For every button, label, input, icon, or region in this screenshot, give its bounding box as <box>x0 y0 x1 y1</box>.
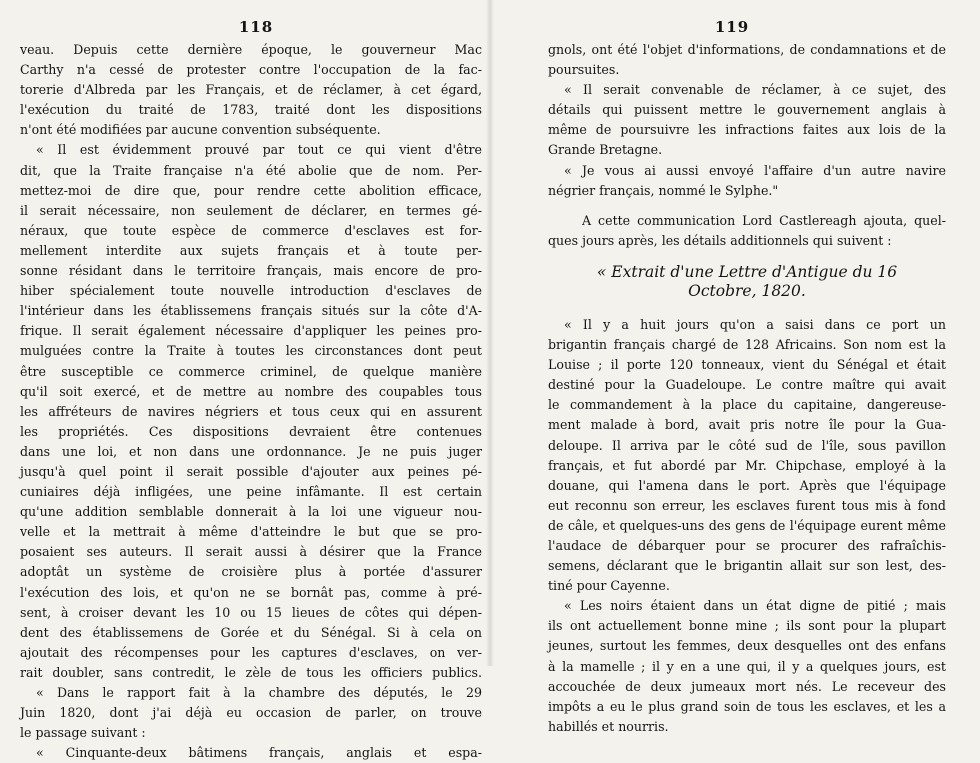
text-line: A cette communication Lord Castlereagh ajouta, quel- <box>582 212 946 228</box>
text-line: ques jours après, les détails additionnels qui suivent : <box>548 232 892 248</box>
text-line: « Dans le rapport fait à la chambre des députés, le 29 <box>36 685 482 700</box>
paragraph-gap <box>548 201 946 209</box>
text-line: jeunes, surtout les femmes, deux desquelles ont des enfans <box>548 638 946 654</box>
text-line: douane, qui l'amena dans le port. Après que l'équipage <box>548 477 946 493</box>
text-line: mellement interdite aux sujets français et à toute per- <box>20 242 482 258</box>
text-line: ment malade à bord, avait pris notre île pour la Gua- <box>548 417 946 433</box>
text-line: gnols, ont été l'objet d'informations, de condamnations et de <box>548 42 946 57</box>
left-page-text <box>20 40 482 763</box>
text-line: Juin 1820, dont j'ai déjà eu occasion de parler, on trouve <box>20 705 482 721</box>
text-line: il serait nécessaire, non seulement de déclarer, en termes gé- <box>20 202 482 218</box>
text-line: à la mamelle ; il y en a une qui, il y a quelques jours, est <box>548 658 946 674</box>
right-page-intro <box>548 211 946 251</box>
text-line: accouchée de deux jumeaux mort nés. Le receveur des <box>548 678 946 694</box>
section-heading-line: « Extrait d'une Lettre d'Antigue du 16 <box>596 262 898 281</box>
text-line: torerie d'Albreda par les Français, et de réclamer, à cet égard, <box>20 82 482 98</box>
text-line: semens, déclarant que le brigantin allait sur son lest, des- <box>548 558 946 574</box>
text-line: dans une loi, et non dans une ordonnance. Je ne puis juger <box>20 443 482 459</box>
text-line: « Les noirs étaient dans un état digne de pitié ; mais <box>564 598 946 614</box>
text-line: détails qui puissent mettre le gouvernement anglais à <box>548 102 946 118</box>
text-line: négrier français, nommé le Sylphe." <box>548 182 779 198</box>
text-line: Carthy n'a cessé de protester contre l'occupation de la fac- <box>20 62 482 78</box>
text-line: l'exécution des lois, et qu'on ne se bornât pas, comme à pré- <box>20 584 482 600</box>
text-line: ajoutait des récompenses pour les captures d'esclaves, on ver- <box>20 644 482 660</box>
text-line: impôts a eu le plus grand soin de tous les esclaves, et les a <box>548 698 946 714</box>
text-line: jusqu'à quel point il serait possible d'ajouter aux peines pé- <box>20 463 482 479</box>
section-heading <box>548 263 946 301</box>
text-line: tiné pour Cayenne. <box>548 578 670 594</box>
right-page <box>490 0 980 734</box>
section-heading-line: Octobre, 1820. <box>688 281 806 300</box>
right-page-text-after <box>548 315 946 737</box>
text-line: frique. Il serait également nécessaire d'appliquer les peines pro- <box>20 323 482 339</box>
text-line: cuniaires déjà infligées, une peine infâmante. Il est certain <box>20 484 482 500</box>
text-line: adoptât un système de croisière plus à portée d'assurer <box>20 564 482 580</box>
text-line: hiber spécialement toute nouvelle introduction d'esclaves de <box>20 283 482 299</box>
text-line: même de poursuivre les infractions faites aux lois de la <box>548 122 946 138</box>
text-line: brigantin français chargé de 128 Africains. Son nom est la <box>548 337 946 353</box>
right-page-text-before <box>548 40 946 201</box>
text-line: néraux, que toute espèce de commerce d'esclaves est for- <box>20 222 482 238</box>
text-line: deloupe. Il arriva par le côté sud de l'île, sous pavillon <box>548 437 946 453</box>
text-line: être susceptible ce commerce criminel, de quelque manière <box>20 363 482 379</box>
page-number: 118 <box>238 18 274 36</box>
text-line: « Il est évidemment prouvé par tout ce qui vient d'être <box>36 142 482 158</box>
text-line: « Cinquante-deux bâtimens français, anglais et espa- <box>36 745 482 761</box>
text-line: qu'une addition semblable donnerait à la loi une vigueur nou- <box>20 504 482 520</box>
left-page <box>0 0 490 761</box>
text-line: rait doubler, sans contredit, le zèle de tous les officiers publics. <box>20 664 482 680</box>
text-line: français, et fut abordé par Mr. Chipchase, employé à la <box>548 457 946 473</box>
text-line: Louise ; il porte 120 tonneaux, vient du Sénégal et était <box>548 357 946 373</box>
text-line: veau. Depuis cette dernière époque, le gouverneur Mac <box>20 42 482 57</box>
text-line: eut reconnu son erreur, les esclaves furent tous mis à fond <box>548 497 946 513</box>
text-line: l'exécution du traité de 1783, traité dont les dispositions <box>20 102 482 118</box>
text-line: sonne résidant dans le territoire français, mais encore de pro- <box>20 263 482 279</box>
text-line: les propriétés. Ces dispositions devraient être contenues <box>20 423 482 439</box>
text-line: mulguées contre la Traite à toutes les circonstances dont peut <box>20 343 482 359</box>
text-line: « Il y a huit jours qu'on a saisi dans ce port un <box>564 316 946 332</box>
text-line: de câle, et quelques-uns des gens de l'équipage eurent même <box>548 517 946 533</box>
text-line: le commandement à la place du capitaine, dangereuse- <box>548 397 946 413</box>
text-line: « Je vous ai aussi envoyé l'affaire d'un autre navire <box>564 162 946 178</box>
text-line: dent des établissemens de Gorée et du Sénégal. Si à cela on <box>20 624 482 640</box>
text-line: ils ont actuellement bonne mine ; ils sont pour la plupart <box>548 618 946 634</box>
page-number: 119 <box>714 18 750 36</box>
text-line: habillés et nourris. <box>548 718 669 734</box>
text-line: velle et la mettrait à même d'atteindre le but que se pro- <box>20 524 482 540</box>
text-line: n'ont été modifiées par aucune convention subséquente. <box>20 122 381 138</box>
text-line: Grande Bretagne. <box>548 142 663 158</box>
text-line: les affréteurs de navires négriers et tous ceux qui en assurent <box>20 403 482 419</box>
text-line: sent, à croiser devant les 10 ou 15 lieues de côtes qui dépen- <box>20 604 482 620</box>
text-line: le passage suivant : <box>20 725 146 741</box>
text-line: dit, que la Traite française n'a été abolie que de nom. Per- <box>20 162 482 178</box>
text-line: poursuites. <box>548 62 620 78</box>
text-line: qu'il soit exercé, et de mettre au nombre des coupables tous <box>20 383 482 399</box>
text-line: mettez-moi de dire que, pour rendre cette abolition efficace, <box>20 182 482 198</box>
text-line: « Il serait convenable de réclamer, à ce sujet, des <box>564 82 946 98</box>
text-line: l'intérieur dans les établissemens français situés sur la côte d'A- <box>20 303 482 319</box>
text-line: destiné pour la Guadeloupe. Le contre maître qui avait <box>548 377 946 393</box>
text-line: posaient ses auteurs. Il serait aussi à désirer que la France <box>20 544 482 560</box>
text-line: l'audace de débarquer pour se procurer des rafraîchis- <box>548 537 946 553</box>
